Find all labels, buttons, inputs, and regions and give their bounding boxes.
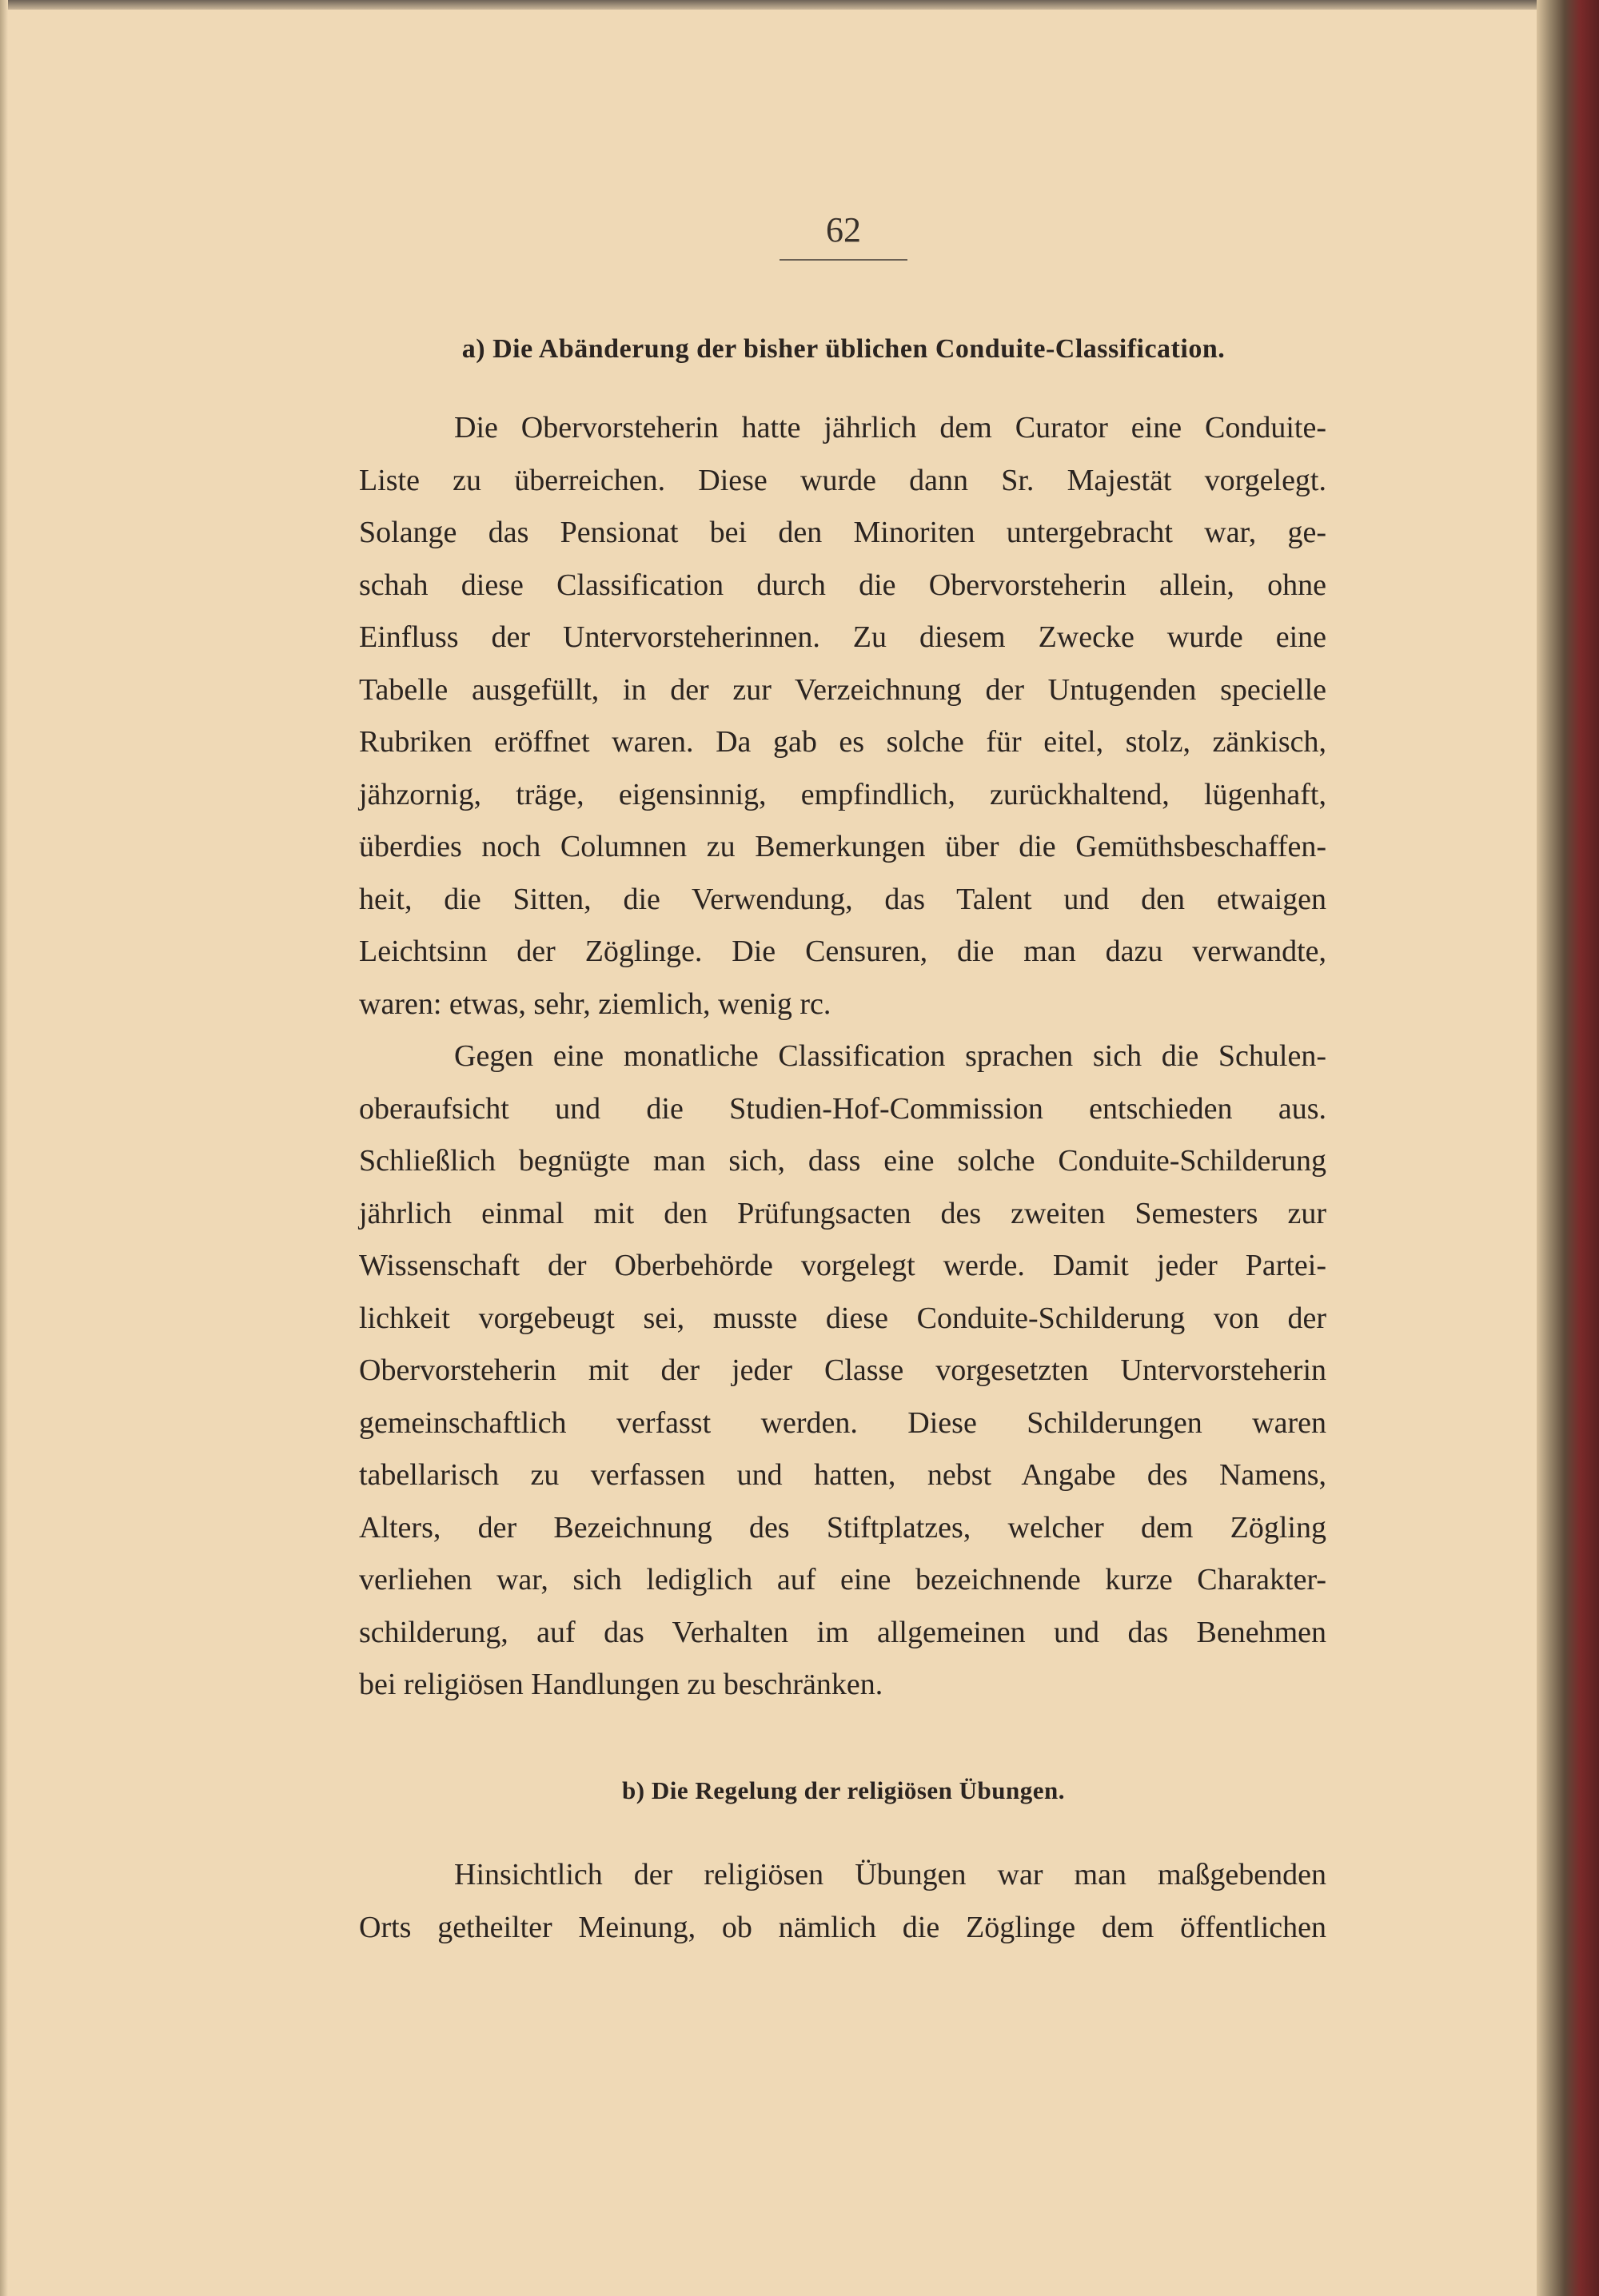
text-line: Leichtsinn der Zöglinge. Die Censuren, die man dazu verwandte, — [359, 935, 1326, 968]
text-line: bei religiösen Handlungen zu beschränken. — [359, 1668, 883, 1701]
text-line: lichkeit vorgebeugt sei, musste diese Conduite-Schilderung von der — [359, 1301, 1326, 1335]
text-line: heit, die Sitten, die Verwendung, das Talent und den etwaigen — [359, 882, 1326, 916]
text-line: Gegen eine monatliche Classification sprachen sich die Schulen- — [454, 1039, 1326, 1073]
text-line: gemeinschaftlich verfasst werden. Diese Schilderungen waren — [359, 1405, 1326, 1440]
text-line: Obervorsteherin mit der jeder Classe vorgesetzten Untervorsteherin — [359, 1353, 1326, 1387]
text-line: Tabelle ausgefüllt, in der zur Verzeichnung der Untugenden specielle — [359, 672, 1326, 707]
text-line: Die Obervorsteherin hatte jährlich dem Curator eine Conduite- — [454, 411, 1326, 444]
section-a-heading: a) Die Abänderung der bisher üblichen Conduite-Classification. — [461, 334, 1226, 364]
text-line: Orts getheilter Meinung, ob nämlich die Zöglinge dem öffentlichen — [359, 1911, 1326, 1944]
text-line: Hinsichtlich der religiösen Übungen war man maßgebenden — [454, 1858, 1326, 1891]
text-line: Wissenschaft der Oberbehörde vorgelegt werde. Damit jeder Partei- — [359, 1249, 1326, 1282]
text-line: oberaufsicht und die Studien-Hof-Commission entschieden aus. — [359, 1091, 1326, 1126]
text-line: schilderung, auf das Verhalten im allgemeinen und das Benehmen — [359, 1615, 1326, 1649]
text-line: schah diese Classification durch die Obervorsteherin allein, ohne — [359, 568, 1326, 602]
text-line: Einfluss der Untervorsteherinnen. Zu diesem Zwecke wurde eine — [359, 620, 1326, 654]
text-line: Alters, der Bezeichnung des Stiftplatzes, welcher dem Zögling — [359, 1510, 1326, 1545]
text-line: tabellarisch zu verfassen und hatten, nebst Angabe des Namens, — [359, 1458, 1326, 1492]
text-line: Solange das Pensionat bei den Minoriten untergebracht war, ge- — [359, 516, 1326, 549]
page-number-rule — [780, 259, 907, 261]
text-line: Schließlich begnügte man sich, dass eine solche Conduite-Schilderung — [359, 1144, 1326, 1178]
text-line: verliehen war, sich lediglich auf eine bezeichnende kurze Charakter- — [359, 1563, 1326, 1596]
text-line: waren: etwas, sehr, ziemlich, wenig rc. — [359, 987, 831, 1021]
text-line: überdies noch Columnen zu Bemerkungen über die Gemüthsbeschaffen- — [359, 830, 1326, 863]
text-line: Liste zu überreichen. Diese wurde dann Sr. Majestät vorgelegt. — [359, 463, 1326, 497]
text-line: jähzornig, träge, eigensinnig, empfindlich, zurückhaltend, lügenhaft, — [359, 777, 1326, 811]
page-number: 62 — [826, 210, 861, 249]
text-line: Rubriken eröffnet waren. Da gab es solche für eitel, stolz, zänkisch, — [359, 725, 1326, 759]
section-b-heading: b) Die Regelung der religiösen Übungen. — [622, 1776, 1065, 1804]
text-line: jährlich einmal mit den Prüfungsacten des zweiten Semesters zur — [359, 1196, 1326, 1230]
scan-top-edge — [0, 0, 1599, 10]
